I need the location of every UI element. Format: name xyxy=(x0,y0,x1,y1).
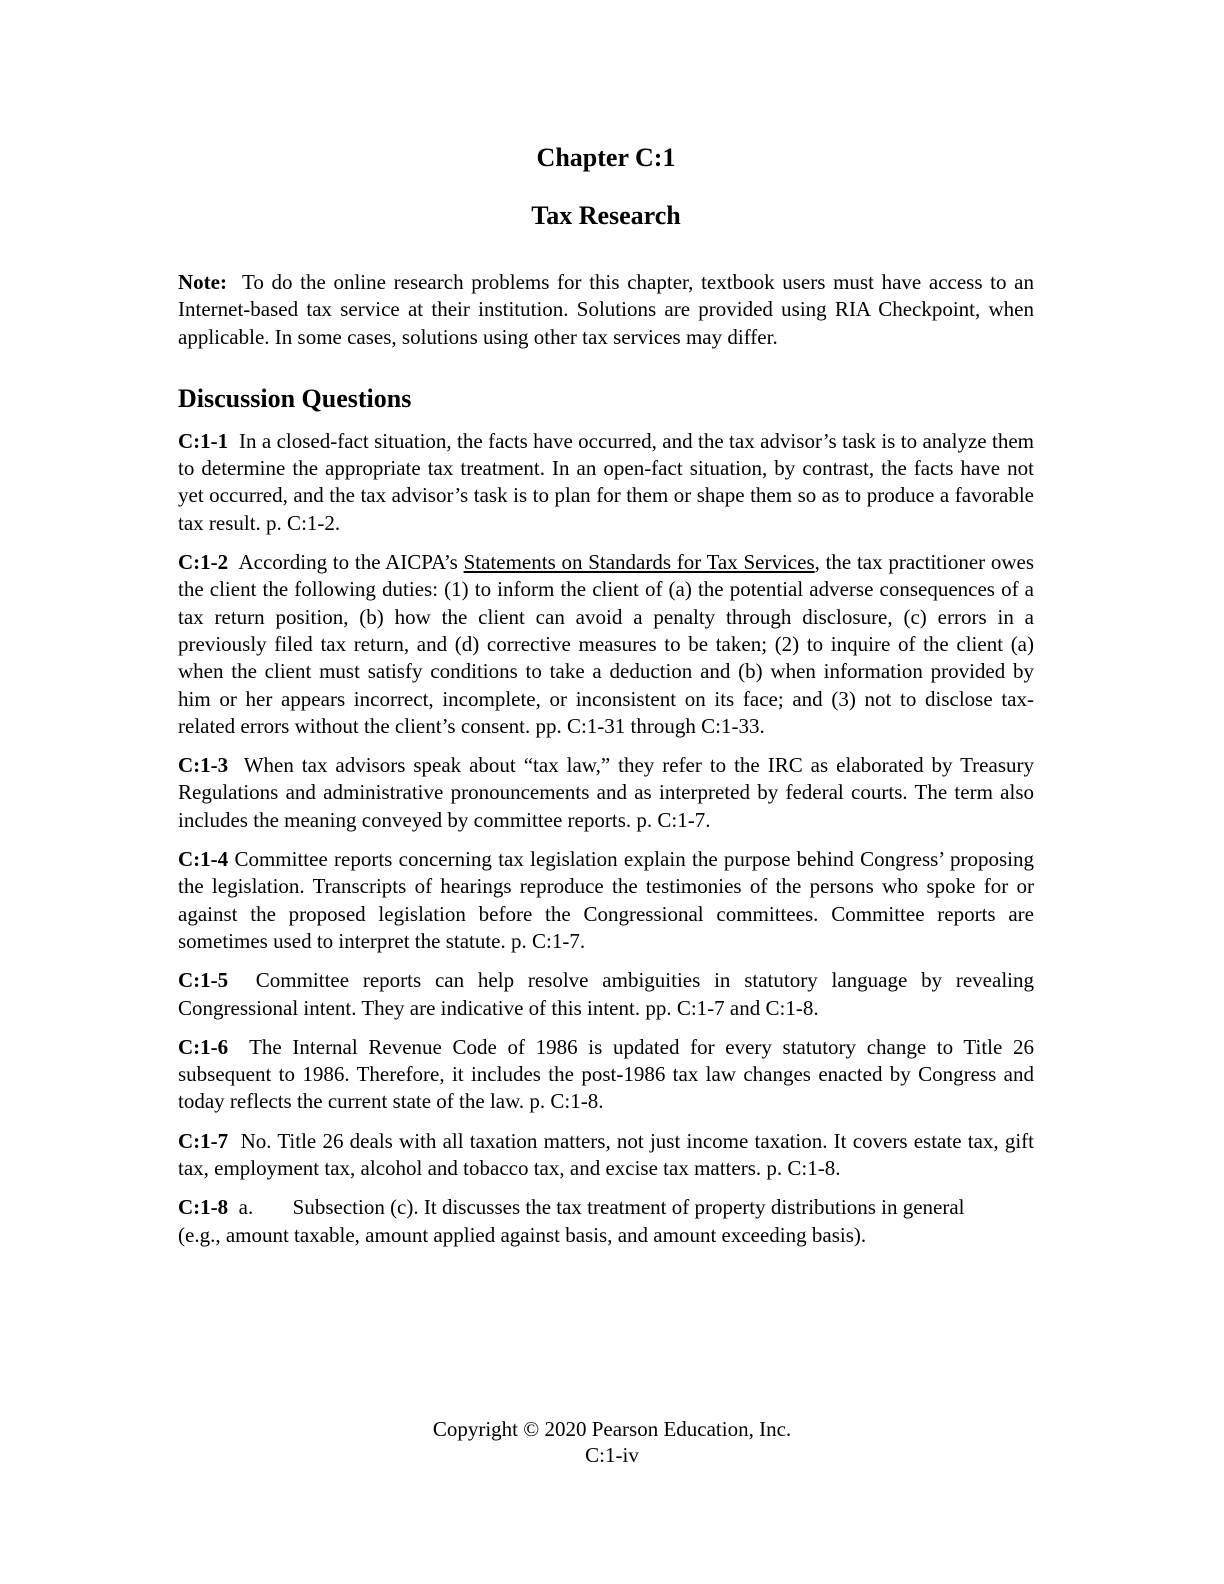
question-text: Committee reports can help resolve ambiguities in statutory language by revealing Congressional intent. They are indicative of this intent. pp. C:1-7 and C:1-8. xyxy=(178,968,1034,1020)
question-text: When tax advisors speak about “tax law,” they refer to the IRC as elaborated by Treasury Regulations and administrative pronouncements and as interpreted by federal courts. The term also includes the meaning conveyed by committee reports. p. C:1-7. xyxy=(178,753,1034,832)
question-number: C:1-8 xyxy=(178,1195,229,1220)
question-c1-2 xyxy=(178,549,1034,740)
question-number: C:1-5 xyxy=(178,968,229,993)
note-label: Note: xyxy=(178,270,227,294)
question-c1-1 xyxy=(178,428,1034,537)
question-text-pre: According to the AICPA’s xyxy=(238,550,458,575)
underlined-title: Statements on Standards for Tax Services xyxy=(463,550,815,575)
question-text: , the tax practitioner owes the client the following duties: (1) to inform the client of (a) the potential adverse consequences of a tax return position, (b) how the client can avoid a penalty through disclosure, (c) errors in a previously filed tax return, and (d) corrective measures to be taken; (2) to inquire of the client (a) when the client must satisfy conditions to take a deduction and (b) when information provided by him or her appears incorrect, incomplete, or inconsistent on its face; and (3) not to disclose tax-related errors without the client’s consent. pp. C:1-31 through C:1-33. xyxy=(178,550,1035,738)
question-c1-3 xyxy=(178,752,1034,834)
question-c1-4 xyxy=(178,846,1034,955)
question-c1-7 xyxy=(178,1128,1034,1183)
question-text: The Internal Revenue Code of 1986 is updated for every statutory change to Title 26 subsequent to 1986. Therefore, it includes the post-1986 tax law changes enacted by Congress and today reflects the current state of the law. p. C:1-8. xyxy=(178,1034,1034,1114)
question-number: C:1-4 xyxy=(178,847,229,872)
question-number: C:1-6 xyxy=(178,1034,229,1059)
discussion-questions-heading: Discussion Questions xyxy=(178,383,412,413)
page-number: C:1-iv xyxy=(585,1443,639,1467)
question-c1-8-continuation: (e.g., amount taxable, amount applied against basis, and amount exceeding basis). xyxy=(178,1222,867,1247)
question-text: Subsection (c). It discusses the tax treatment of property distributions in general xyxy=(292,1195,965,1220)
note-text: To do the online research problems for this chapter, textbook users must have access to an Internet-based tax service at their institution. Solutions are provided using RIA Checkpoint, when applicable. In some cases, solutions using other tax services may differ. xyxy=(178,270,1035,349)
question-c1-6 xyxy=(178,1034,1034,1116)
question-text: In a closed-fact situation, the facts have occurred, and the tax advisor’s task is to analyze them to determine the appropriate tax treatment. In an open-fact situation, by contrast, the facts have not yet occurred, and the tax advisor’s task is to plan for them or shape them so as to produce a favorable tax result. p. C:1-2. xyxy=(178,428,1034,535)
note-paragraph xyxy=(178,269,1034,351)
question-number: C:1-7 xyxy=(178,1128,229,1153)
question-text: No. Title 26 deals with all taxation matters, not just income taxation. It covers estate tax, gift tax, employment tax, alcohol and tobacco tax, and excise tax matters. p. C:1-8. xyxy=(178,1128,1035,1181)
page-content xyxy=(178,141,1034,1249)
question-c1-8 xyxy=(178,1194,1034,1221)
section-title: Tax Research xyxy=(531,201,681,230)
question-number: C:1-1 xyxy=(178,428,229,453)
question-text: Committee reports concerning tax legislation explain the purpose behind Congress’ proposing the legislation. Transcripts of hearings reproduce the testimonies of the persons who spoke for or against the proposed legislation before the Congressional committees. Committee reports are sometimes used to interpret the statute. p. C:1-7. xyxy=(178,847,1034,953)
sub-item-label: a. xyxy=(238,1195,254,1220)
question-number: C:1-2 xyxy=(178,550,229,575)
question-number: C:1-3 xyxy=(178,753,229,778)
question-c1-5 xyxy=(178,967,1034,1022)
copyright-footer: Copyright © 2020 Pearson Education, Inc. xyxy=(432,1417,792,1441)
chapter-title: Chapter C:1 xyxy=(536,143,676,172)
